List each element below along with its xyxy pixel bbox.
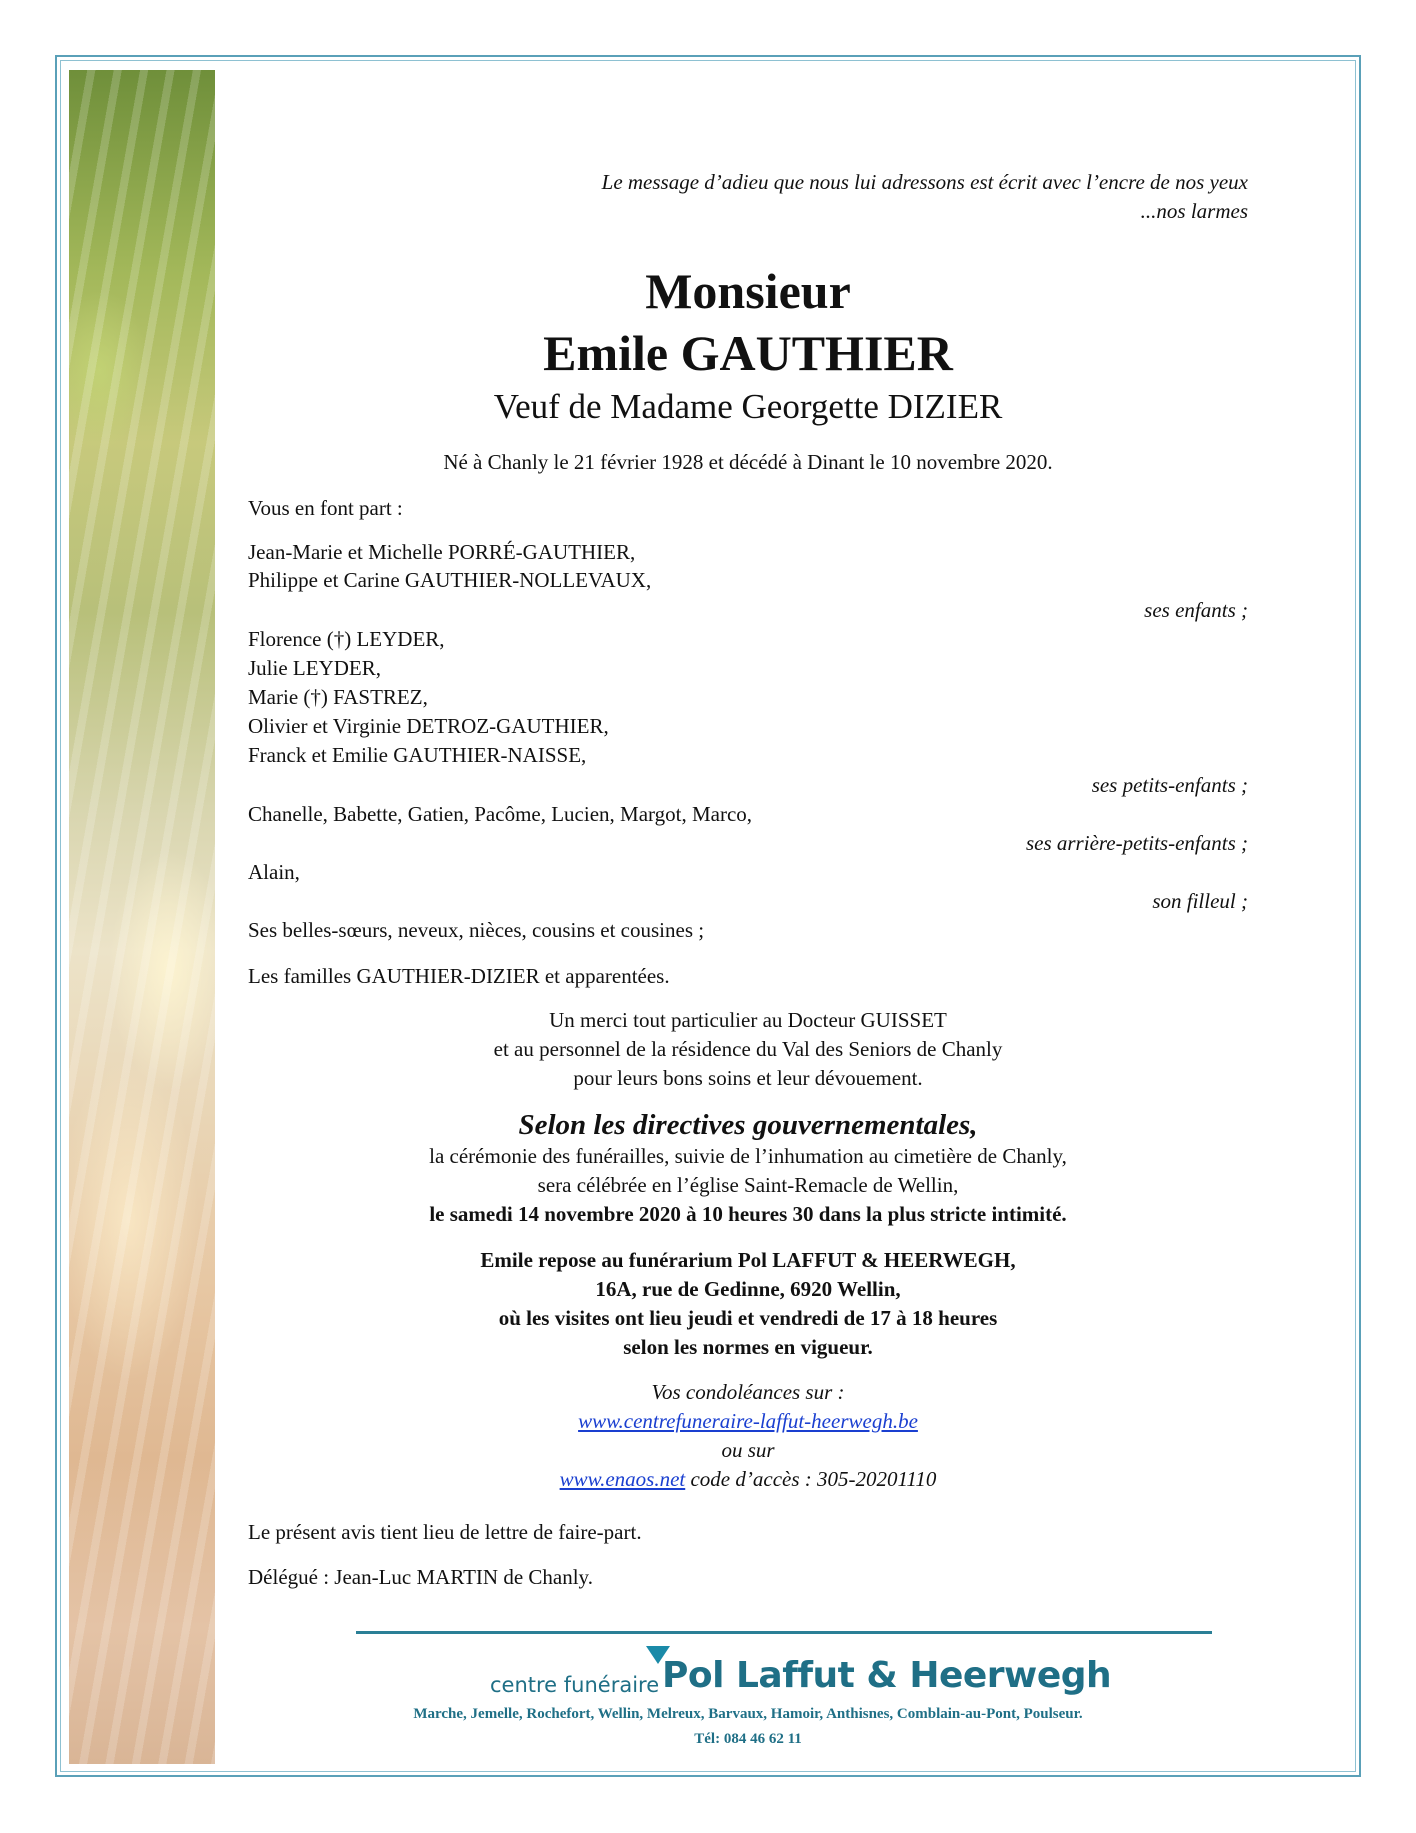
logo-small-text: centre funéraire: [490, 1673, 660, 1697]
grandchild-1: Florence (†) LEYDER,: [248, 627, 445, 651]
condolences-or: ou sur: [721, 1438, 775, 1462]
quote-line-1: Le message d’adieu que nous lui adressons est écrit avec l’encre de nos yeux: [601, 170, 1248, 194]
grandchild-3: Marie (†) FASTREZ,: [248, 685, 428, 709]
grandchild-4: Olivier et Virginie DETROZ-GAUTHIER,: [248, 714, 609, 738]
grandchild-2: Julie LEYDER,: [248, 656, 381, 680]
ceremony-heading: Selon les directives gouvernementales,: [518, 1109, 978, 1141]
obituary-content: [248, 0, 1248, 1833]
ceremony-line-2: sera célébrée en l’église Saint-Remacle de Wellin,: [537, 1173, 959, 1197]
spouse-line: Veuf de Madame Georgette DIZIER: [493, 387, 1003, 426]
thanks-line-2: et au personnel de la résidence du Val des Seniors de Chanly: [493, 1037, 1003, 1061]
condolences-url-1-line: [248, 1407, 1248, 1436]
honorific: Monsieur: [645, 263, 851, 319]
relation-great-grandchildren: ses arrière-petits-enfants ;: [1025, 831, 1248, 855]
notice-line: Le présent avis tient lieu de lettre de faire-part.: [248, 1520, 642, 1544]
thanks-line-1: Un merci tout particulier au Docteur GUISSET: [549, 1008, 947, 1032]
access-code: code d’accès : 305-20201110: [685, 1467, 937, 1491]
relation-children: ses enfants ;: [1144, 598, 1248, 622]
condolences-url-2-line: [248, 1465, 1248, 1494]
footer-phone: Tél: 084 46 62 11: [694, 1731, 802, 1747]
relation-grandchildren: ses petits-enfants ;: [1091, 773, 1248, 797]
godson-name: Alain,: [248, 860, 300, 884]
visit-line-1: Emile repose au funérarium Pol LAFFUT & HEERWEGH,: [480, 1248, 1016, 1272]
grandchild-5: Franck et Emilie GAUTHIER-NAISSE,: [248, 743, 587, 767]
child-1: Jean-Marie et Michelle PORRÉ-GAUTHIER,: [248, 540, 636, 564]
farewell-quote: [348, 168, 1248, 226]
forest-path-image: [69, 70, 215, 1764]
condolences-link-1[interactable]: www.centrefuneraire-laffut-heerwegh.be: [578, 1409, 918, 1433]
ceremony-line-1: la cérémonie des funérailles, suivie de l’inhumation au cimetière de Chanly,: [429, 1144, 1067, 1168]
thanks-line-3: pour leurs bons soins et leur dévouement.: [573, 1066, 923, 1090]
other-family-1: Ses belles-sœurs, neveux, nièces, cousins et cousines ;: [248, 918, 705, 942]
deceased-name: Emile GAUTHIER: [543, 325, 953, 381]
condolences-link-2[interactable]: www.enaos.net: [559, 1467, 686, 1491]
announce-line: Vous en font part :: [248, 496, 403, 520]
other-family-2: Les familles GAUTHIER-DIZIER et apparentées.: [248, 964, 670, 988]
great-grandchildren: Chanelle, Babette, Gatien, Pacôme, Lucien, Margot, Marco,: [248, 802, 753, 826]
visit-line-2: 16A, rue de Gedinne, 6920 Wellin,: [595, 1277, 901, 1301]
visit-line-4: selon les normes en vigueur.: [623, 1335, 873, 1359]
birth-death-line: Né à Chanly le 21 février 1928 et décédé à Dinant le 10 novembre 2020.: [443, 450, 1053, 474]
quote-line-2: ...nos larmes: [1140, 199, 1248, 223]
delegate-line: Délégué : Jean-Luc MARTIN de Chanly.: [248, 1565, 593, 1589]
child-2: Philippe et Carine GAUTHIER-NOLLEVAUX,: [248, 568, 652, 592]
condolences-label: Vos condoléances sur :: [651, 1380, 845, 1404]
logo-brand-name: Pol Laffut & Heerwegh: [662, 1655, 1112, 1696]
relation-godson: son filleul ;: [1152, 889, 1248, 913]
visit-line-3: où les visites ont lieu jeudi et vendredi de 17 à 18 heures: [498, 1306, 998, 1330]
ceremony-date: le samedi 14 novembre 2020 à 10 heures 30 dans la plus stricte intimité.: [429, 1202, 1067, 1226]
footer-divider: [356, 1631, 1212, 1634]
footer-towns: Marche, Jemelle, Rochefort, Wellin, Melreux, Barvaux, Hamoir, Anthisnes, Comblain-au-Pont, Poulseur.: [413, 1706, 1083, 1722]
